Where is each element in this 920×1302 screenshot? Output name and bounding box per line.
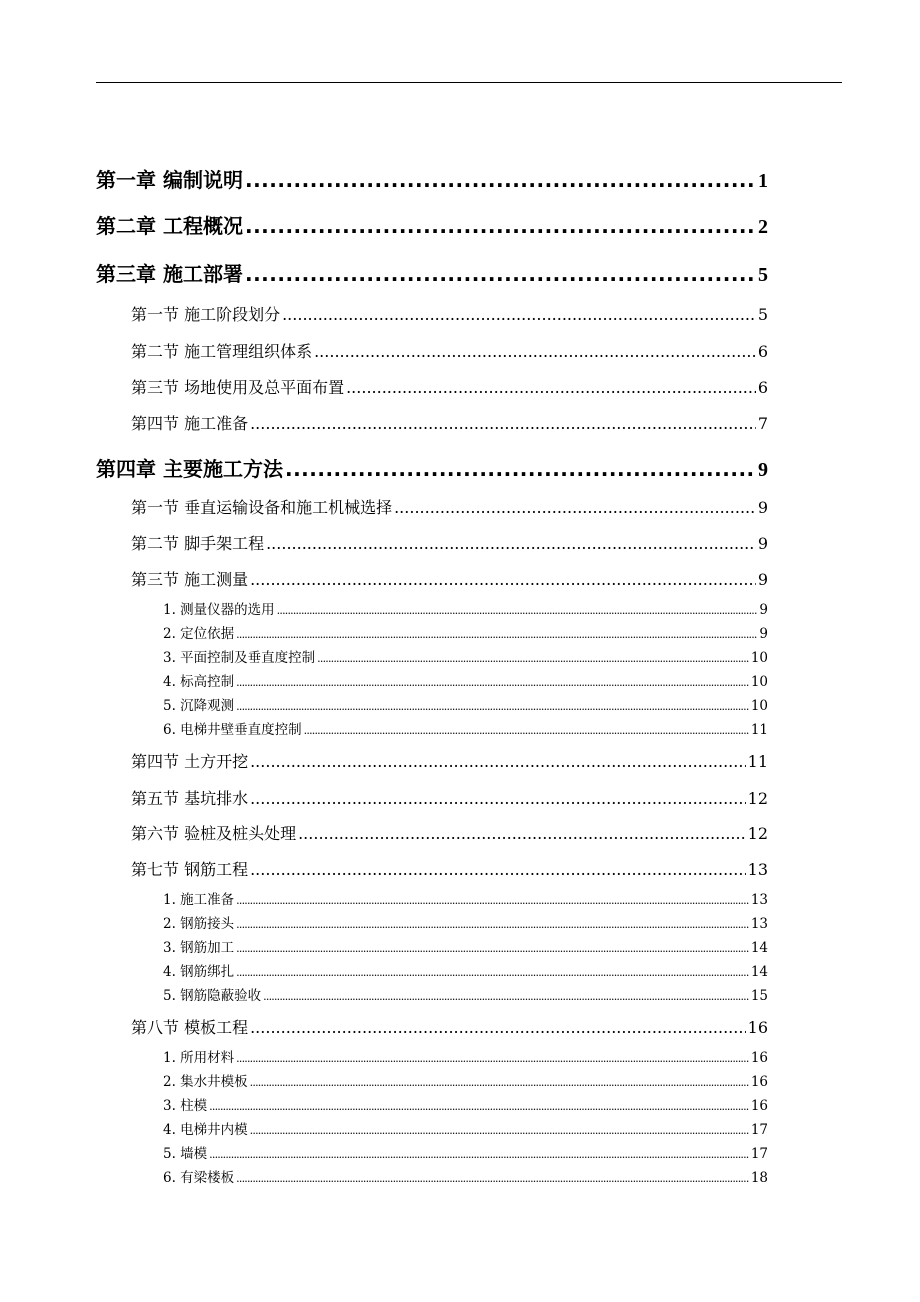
toc-entry-page-number: 18 (750, 1170, 768, 1186)
dot-leader (263, 988, 749, 1004)
dot-leader (250, 1074, 749, 1090)
toc-entry[interactable] (131, 749, 768, 772)
toc-entry[interactable] (131, 411, 768, 434)
toc-entry-title: 第一节 施工阶段划分 (131, 305, 281, 324)
toc-entry[interactable] (163, 598, 768, 618)
toc-entry-title: 第二章 工程概况 (96, 214, 243, 238)
toc-entry-page-number: 9 (757, 570, 768, 589)
dot-leader (250, 570, 756, 589)
toc-entry-page-number: 16 (747, 1018, 768, 1037)
toc-entry-title: 3. 钢筋加工 (163, 940, 235, 956)
toc-entry-page-number: 10 (750, 650, 768, 666)
toc-entry[interactable] (163, 622, 768, 642)
toc-entry-page-number: 9 (757, 498, 768, 517)
toc-entry-page-number: 7 (757, 414, 768, 433)
dot-leader (346, 378, 756, 397)
toc-entry-title: 1. 测量仪器的选用 (163, 602, 275, 618)
toc-entry[interactable] (163, 912, 768, 932)
toc-entry-page-number: 5 (757, 305, 768, 324)
dot-leader (209, 1098, 749, 1114)
dot-leader (250, 1122, 749, 1138)
toc-entry[interactable] (163, 888, 768, 908)
toc-entry-page-number: 2 (758, 216, 768, 238)
dot-leader (236, 1050, 749, 1066)
toc-entry-page-number: 10 (750, 674, 768, 690)
dot-leader (304, 722, 749, 738)
toc-entry-title: 5. 钢筋隐蔽验收 (163, 988, 262, 1004)
dot-leader (285, 457, 756, 481)
toc-entry-page-number: 12 (747, 824, 768, 843)
toc-entry[interactable] (131, 302, 768, 325)
toc-entry[interactable] (131, 821, 768, 844)
toc-entry-page-number: 11 (747, 752, 768, 771)
toc-entry-page-number: 9 (759, 602, 768, 618)
toc-entry-title: 1. 施工准备 (163, 892, 235, 908)
toc-entry-page-number: 13 (747, 860, 768, 879)
dot-leader (298, 824, 746, 843)
toc-entry-page-number: 9 (758, 459, 768, 481)
toc-entry-page-number: 12 (747, 789, 768, 808)
toc-entry[interactable] (163, 1142, 768, 1162)
toc-entry-title: 5. 沉降观测 (163, 698, 235, 714)
toc-entry-page-number: 11 (750, 722, 768, 738)
dot-leader (266, 534, 756, 553)
toc-entry-title: 第五节 基坑排水 (131, 789, 249, 808)
toc-entry[interactable] (131, 567, 768, 590)
toc-entry-page-number: 5 (758, 264, 768, 286)
toc-entry-title: 第三节 场地使用及总平面布置 (131, 378, 345, 397)
toc-entry-page-number: 14 (750, 940, 768, 956)
dot-leader (236, 626, 757, 642)
toc-entry-title: 第一章 编制说明 (96, 168, 243, 192)
toc-entry-title: 第六节 验桩及桩头处理 (131, 824, 297, 843)
dot-leader (245, 214, 756, 238)
toc-entry[interactable] (96, 258, 768, 287)
toc-entry[interactable] (163, 1166, 768, 1186)
header-rule (96, 82, 842, 83)
toc-entry[interactable] (163, 718, 768, 738)
dot-leader (394, 498, 756, 517)
toc-entry[interactable] (163, 646, 768, 666)
toc-entry-title: 4. 电梯井内模 (163, 1122, 248, 1138)
toc-entry-page-number: 10 (750, 698, 768, 714)
toc-entry-title: 第四章 主要施工方法 (96, 457, 283, 481)
toc-entry-title: 第二节 施工管理组织体系 (131, 342, 313, 361)
toc-entry[interactable] (163, 670, 768, 690)
dot-leader (277, 602, 758, 618)
toc-entry[interactable] (131, 1015, 768, 1038)
toc-entry-page-number: 17 (750, 1146, 768, 1162)
toc-entry-page-number: 13 (750, 916, 768, 932)
dot-leader (245, 262, 756, 286)
toc-entry-title: 6. 有梁楼板 (163, 1170, 235, 1186)
toc-entry-title: 第四节 施工准备 (131, 414, 249, 433)
dot-leader (236, 964, 749, 980)
dot-leader (250, 789, 746, 808)
toc-entry[interactable] (131, 786, 768, 809)
dot-leader (250, 1018, 746, 1037)
dot-leader (250, 752, 746, 771)
dot-leader (236, 892, 749, 908)
toc-entry-title: 第三章 施工部署 (96, 262, 243, 286)
dot-leader (209, 1146, 749, 1162)
toc-entry-title: 第四节 土方开挖 (131, 752, 249, 771)
toc-entry-page-number: 16 (750, 1098, 768, 1114)
toc-entry-title: 5. 墙模 (163, 1146, 208, 1162)
toc-entry-title: 4. 钢筋绑扎 (163, 964, 235, 980)
toc-entry-title: 4. 标高控制 (163, 674, 235, 690)
toc-entry-title: 第三节 施工测量 (131, 570, 249, 589)
dot-leader (250, 414, 756, 433)
toc-entry-title: 第一节 垂直运输设备和施工机械选择 (131, 498, 393, 517)
toc-entry[interactable] (131, 375, 768, 398)
toc-entry-page-number: 9 (757, 534, 768, 553)
dot-leader (317, 650, 749, 666)
toc-entry[interactable] (163, 1118, 768, 1138)
toc-entry[interactable] (131, 531, 768, 554)
toc-entry-page-number: 9 (759, 626, 768, 642)
toc-entry-page-number: 13 (750, 892, 768, 908)
toc-entry[interactable] (163, 984, 768, 1004)
dot-leader (250, 860, 746, 879)
toc-entry-page-number: 17 (750, 1122, 768, 1138)
dot-leader (282, 305, 756, 324)
toc-entry[interactable] (163, 694, 768, 714)
toc-entry-title: 2. 钢筋接头 (163, 916, 235, 932)
toc-entry-title: 6. 电梯井壁垂直度控制 (163, 722, 302, 738)
dot-leader (236, 916, 749, 932)
dot-leader (314, 342, 756, 361)
dot-leader (236, 698, 749, 714)
dot-leader (245, 168, 756, 192)
toc-entry[interactable] (131, 857, 768, 880)
dot-leader (236, 1170, 749, 1186)
toc-entry-title: 3. 柱模 (163, 1098, 208, 1114)
toc-entry-title: 第八节 模板工程 (131, 1018, 249, 1037)
toc-entry[interactable] (96, 210, 768, 239)
toc-entry-page-number: 16 (750, 1050, 768, 1066)
dot-leader (236, 674, 749, 690)
toc-entry-page-number: 16 (750, 1074, 768, 1090)
toc-entry-page-number: 15 (750, 988, 768, 1004)
toc-entry[interactable] (163, 1070, 768, 1090)
toc-entry-page-number: 6 (757, 378, 768, 397)
toc-entry-title: 2. 定位依据 (163, 626, 235, 642)
toc-entry-title: 1. 所用材料 (163, 1050, 235, 1066)
toc-entry-title: 第二节 脚手架工程 (131, 534, 265, 553)
toc-entry-page-number: 6 (757, 342, 768, 361)
toc-entry[interactable] (163, 1094, 768, 1114)
dot-leader (236, 940, 749, 956)
toc-entry[interactable] (163, 1046, 768, 1066)
toc-entry[interactable] (131, 495, 768, 518)
toc-entry[interactable] (96, 453, 768, 482)
toc-entry[interactable] (96, 164, 768, 193)
toc-entry-title: 3. 平面控制及垂直度控制 (163, 650, 316, 666)
toc-entry[interactable] (163, 936, 768, 956)
toc-entry-title: 第七节 钢筋工程 (131, 860, 249, 879)
toc-entry[interactable] (163, 960, 768, 980)
toc-entry[interactable] (131, 339, 768, 362)
toc-entry-page-number: 1 (758, 170, 768, 192)
toc-entry-page-number: 14 (750, 964, 768, 980)
toc-entry-title: 2. 集水井模板 (163, 1074, 248, 1090)
